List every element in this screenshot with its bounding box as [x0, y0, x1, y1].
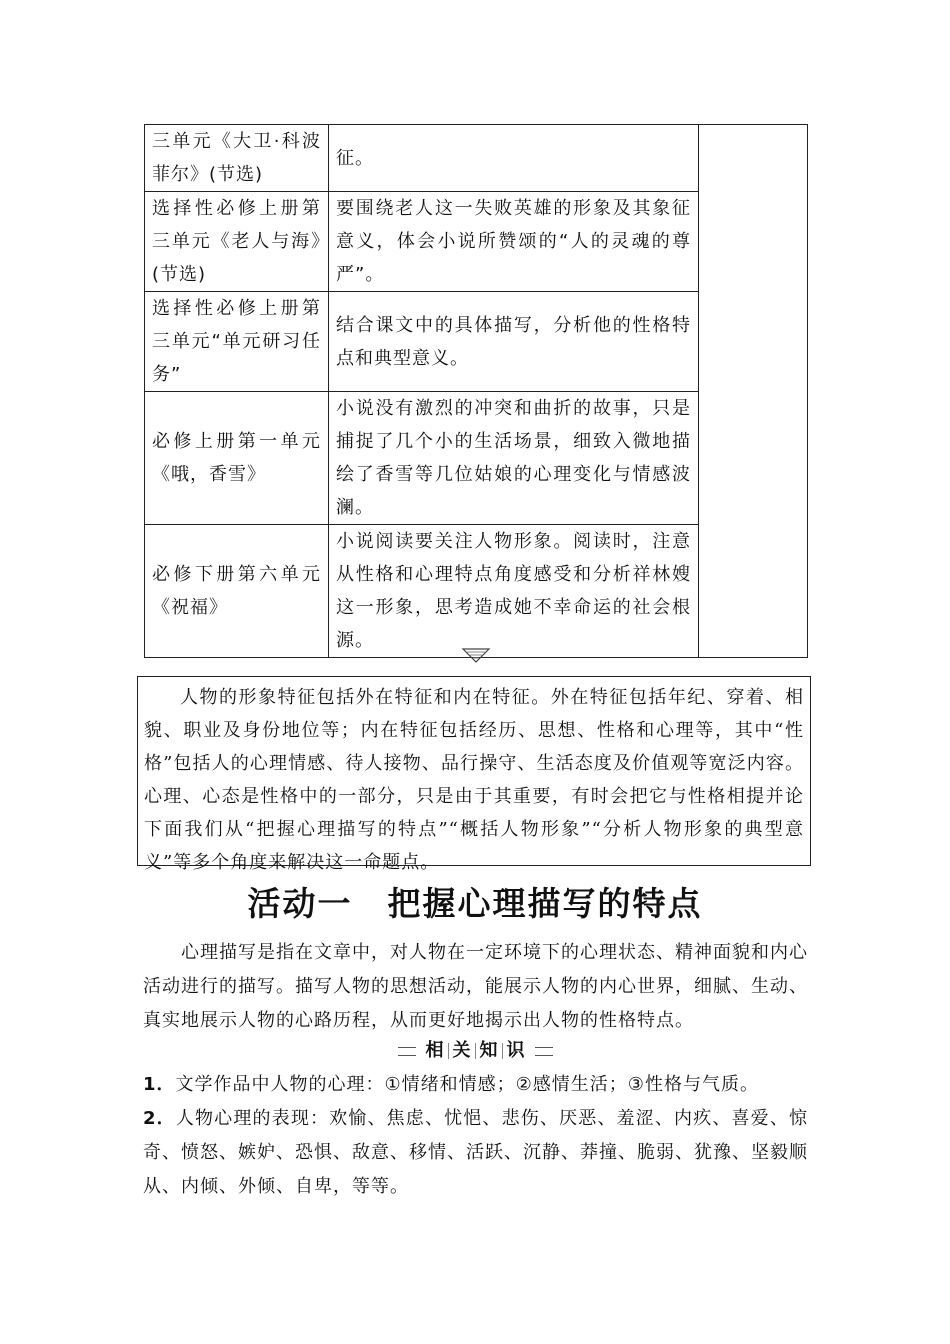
lesson-cell: 必修上册第一单元《哦，香雪》 — [145, 392, 329, 525]
banner-char: 关 — [452, 1040, 471, 1061]
chevron-down-icon — [461, 647, 491, 665]
lesson-cell: 选择性必修上册第三单元《老人与海》(节选) — [145, 192, 329, 292]
description-cell: 小说阅读要关注人物形象。阅读时，注意从性格和心理特点角度感受和分析祥林嫂这一形象，思考造成她不幸命运的社会根源。 — [329, 525, 699, 658]
item-text: 人物心理的表现：欢愉、焦虑、忧悒、悲伤、厌恶、羞涩、内疚、喜爱、惊奇、愤怒、嫉妒、恐惧、敌意、移情、活跃、沉静、莽撞、脆弱、犹豫、坚毅顺从、内倾、外倾、自卑，等等。 — [143, 1108, 809, 1197]
list-item — [143, 1102, 808, 1204]
description-cell: 小说没有激烈的冲突和曲折的故事，只是捕捉了几个小的生活场景，细致入微地描绘了香雪等几位姑娘的心理变化与情感波澜。 — [329, 392, 699, 525]
description-cell: 要围绕老人这一失败英雄的形象及其象征意义，体会小说所赞颂的“人的灵魂的尊严”。 — [329, 192, 699, 292]
item-number: 1． — [143, 1074, 176, 1095]
decor-line-left — [398, 1047, 416, 1056]
banner-char: 相 — [425, 1040, 444, 1061]
item-number: 2． — [143, 1108, 176, 1129]
lesson-table — [144, 124, 808, 658]
banner-char: 知 — [479, 1040, 498, 1061]
knowledge-list — [143, 1068, 808, 1204]
lesson-cell: 必修下册第六单元《祝福》 — [145, 525, 329, 658]
table-row — [145, 125, 808, 192]
blank-cell — [699, 125, 808, 658]
activity-title: 活动一 把握心理描写的特点 — [247, 884, 703, 923]
list-item — [143, 1068, 808, 1102]
intro-text: 人物的形象特征包括外在特征和内在特征。外在特征包括年纪、穿着、相貌、职业及身份地位等；内在特征包括经历、思想、性格和心理等，其中“性格”包括人的心理情感、待人接物、品行操守、生活态度及价值观等宽泛内容。心理、心态是性格中的一部分，只是由于其重要，有时会把它与性格相提并论下面我们从“把握心理描写的特点”“概括人物形象”“分析人物形象的典型意义”等多个角度来解决这一命题点。 — [144, 687, 804, 873]
lesson-cell: 三单元《大卫·科波菲尔》(节选) — [145, 125, 329, 192]
banner-char: 识 — [506, 1040, 525, 1061]
knowledge-banner — [0, 1038, 950, 1064]
decor-line-right — [535, 1047, 553, 1056]
description-cell: 结合课文中的具体描写，分析他的性格特点和典型意义。 — [329, 292, 699, 392]
description-cell: 征。 — [329, 125, 699, 192]
item-text: 文学作品中人物的心理：①情绪和情感；②感情生活；③性格与气质。 — [175, 1074, 759, 1095]
intro-box — [137, 676, 811, 873]
activity-paragraph: 心理描写是指在文章中，对人物在一定环境下的心理状态、精神面貌和内心活动进行的描写。描写人物的思想活动，能展示人物的内心世界，细腻、生动、真实地展示人物的心路历程，从而更好地揭示出人物的性格特点。 — [143, 942, 808, 1031]
lesson-cell: 选择性必修上册第三单元“单元研习任务” — [145, 292, 329, 392]
